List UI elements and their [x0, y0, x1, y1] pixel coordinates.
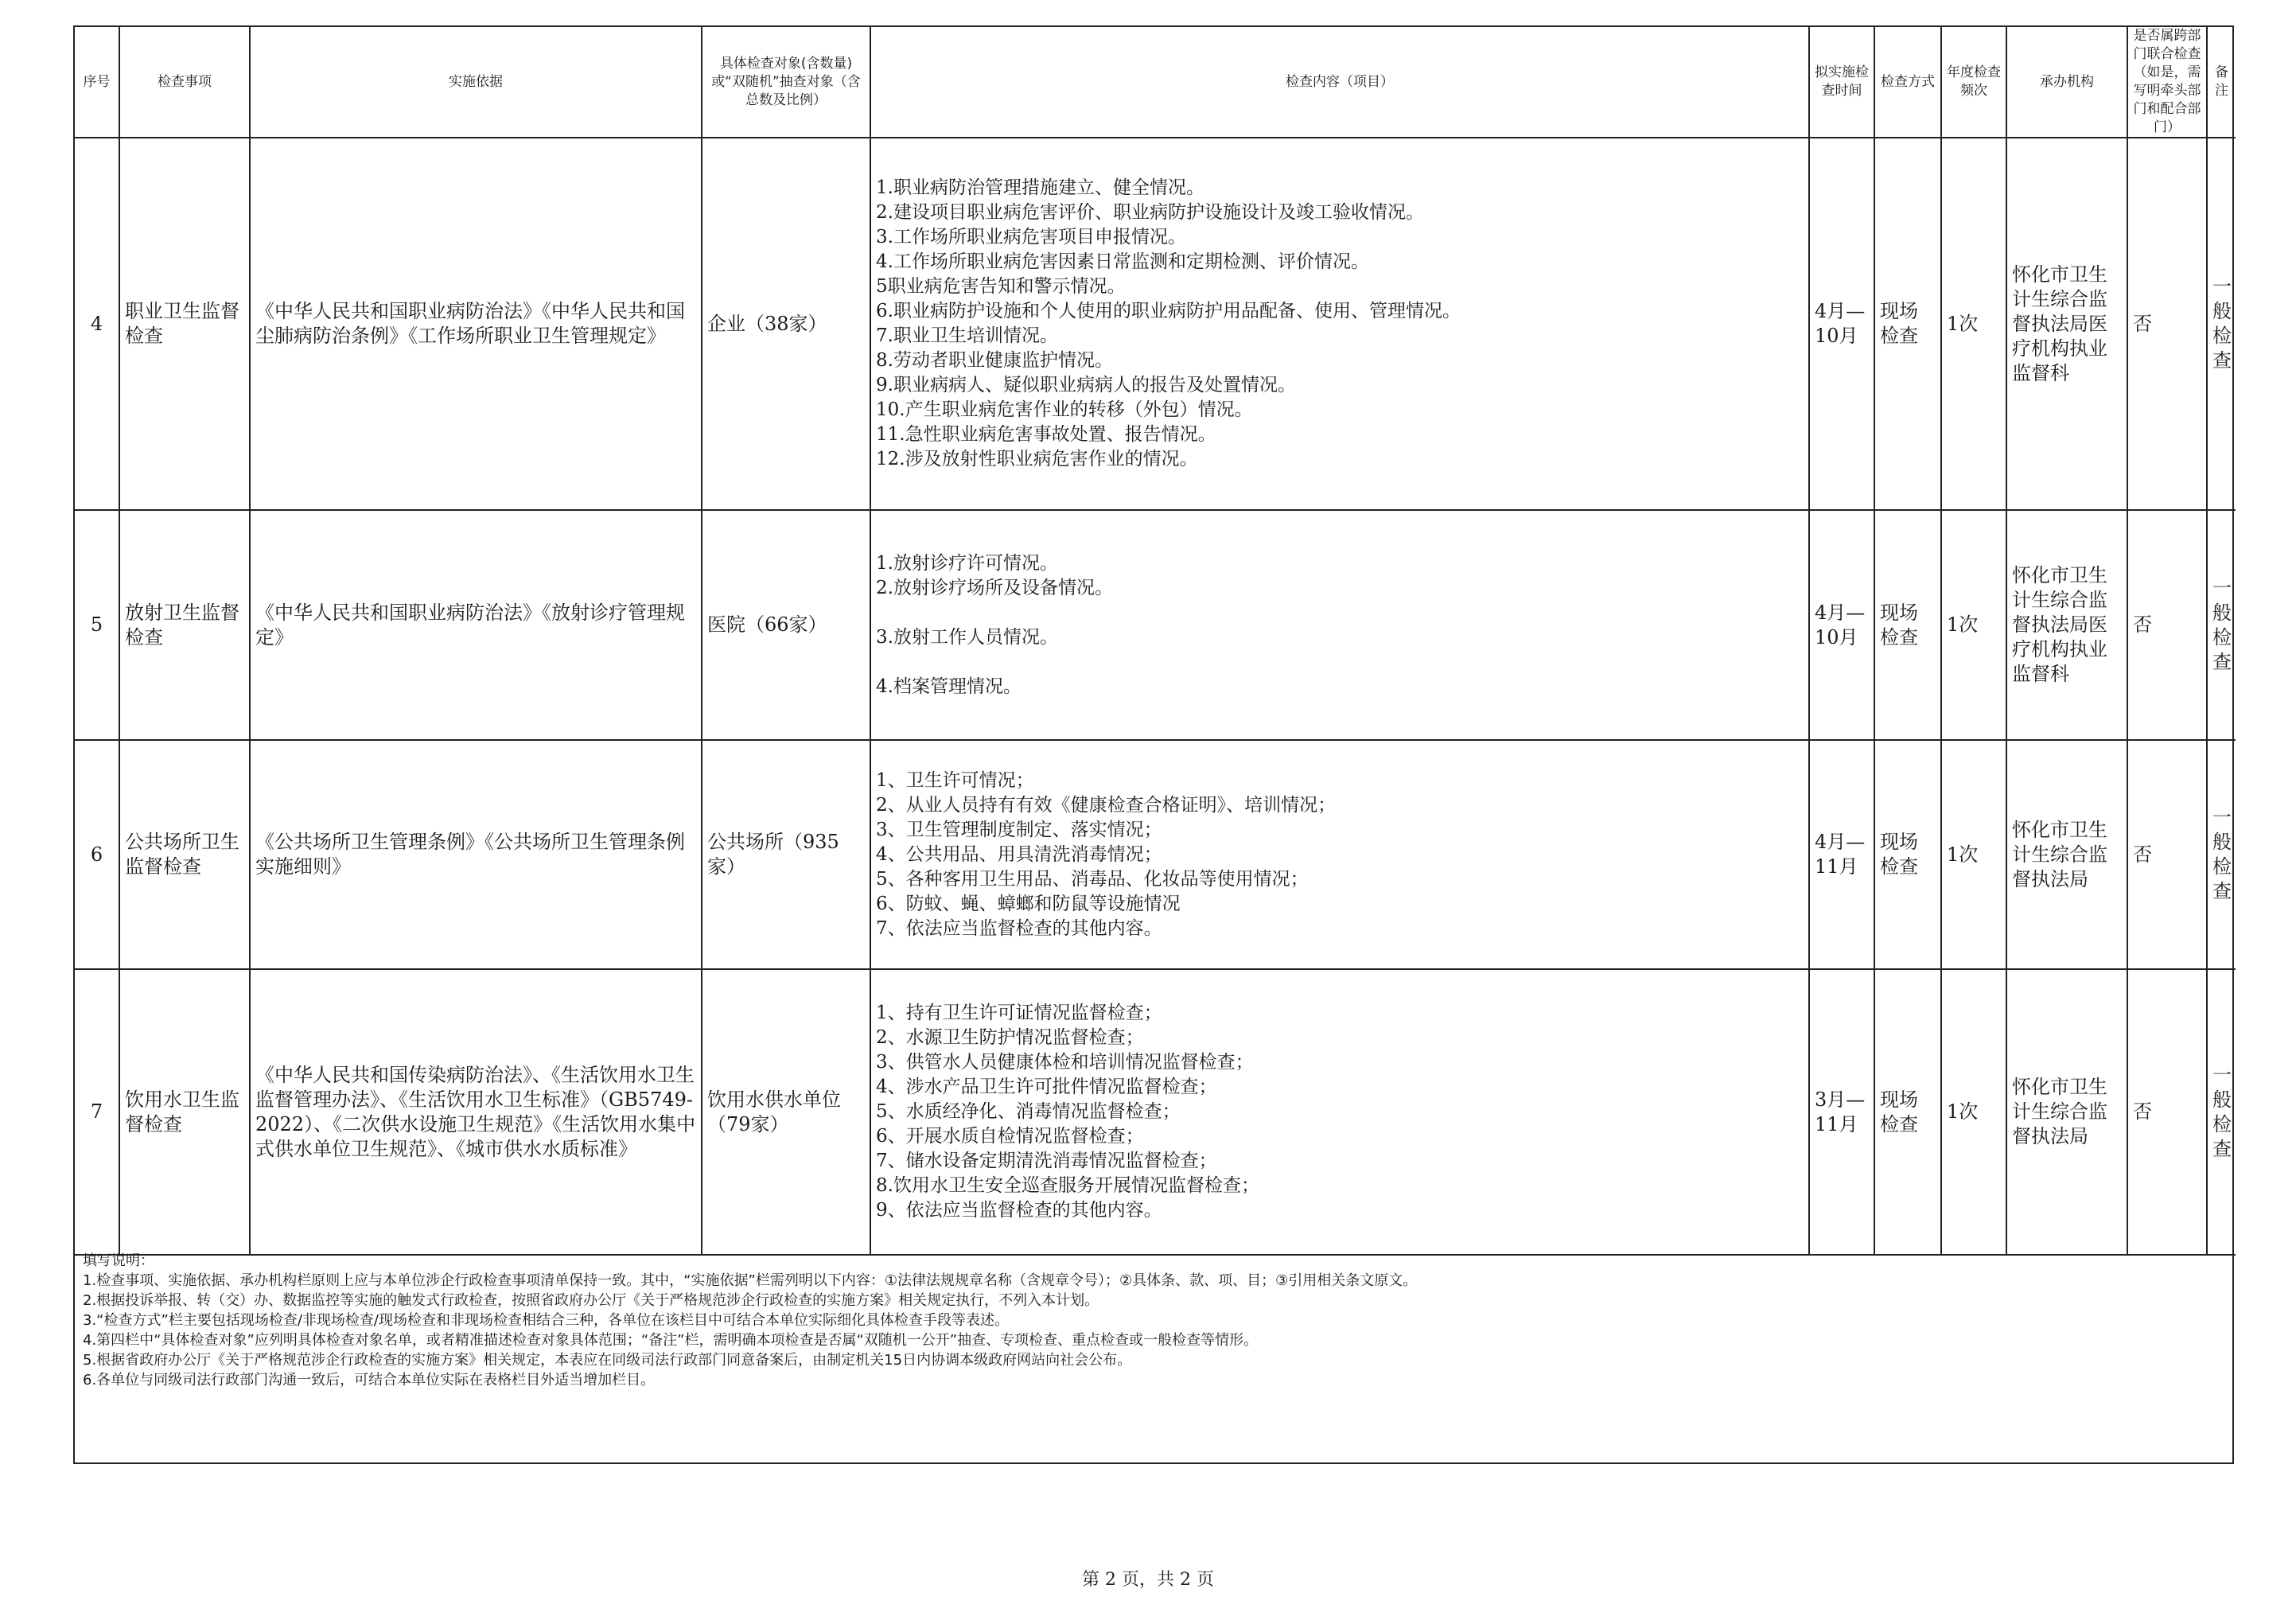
row-object: 企业（38家） — [702, 138, 870, 510]
content-line: 7、储水设备定期清洗消毒情况监督检查； — [876, 1151, 1217, 1171]
content-line: 8.劳动者职业健康监护情况。 — [876, 350, 1113, 371]
content-gap — [876, 650, 1804, 675]
header-basis: 实施依据 — [250, 27, 702, 138]
row-freq: 1次 — [1941, 138, 2006, 510]
row-org: 怀化市卫生计生综合监督执法局 — [2006, 740, 2127, 969]
content-line: 1.职业病防治管理措施建立、健全情况。 — [876, 177, 1204, 198]
header-org: 承办机构 — [2006, 27, 2127, 138]
row-object: 医院（66家） — [702, 510, 870, 740]
row-remark: 一般检查 — [2207, 740, 2236, 969]
row-time: 4月—11月 — [1809, 740, 1874, 969]
row-basis: 《公共场所卫生管理条例》《公共场所卫生管理条例实施细则》 — [250, 740, 702, 969]
row-no: 4 — [75, 138, 119, 510]
content-line: 1.放射诊疗许可情况。 — [876, 552, 1058, 574]
row-object: 公共场所（935家） — [702, 740, 870, 969]
content-line: 3、卫生管理制度制定、落实情况； — [876, 819, 1162, 840]
row-content — [870, 510, 1809, 740]
row-joint: 否 — [2127, 510, 2207, 740]
content-line: 1、持有卫生许可证情况监督检查； — [876, 1003, 1162, 1023]
row-org: 怀化市卫生计生综合监督执法局医疗机构执业监督科 — [2006, 510, 2127, 740]
content-line: 11.急性职业病危害事故处置、报告情况。 — [876, 424, 1216, 445]
content-line: 9.职业病病人、疑似职业病病人的报告及处置情况。 — [876, 375, 1296, 395]
row-org: 怀化市卫生计生综合监督执法局 — [2006, 969, 2127, 1255]
content-line: 2、水源卫生防护情况监督检查； — [876, 1027, 1144, 1048]
row-basis: 《中华人民共和国职业病防治法》《放射诊疗管理规定》 — [250, 510, 702, 740]
table-header-row — [75, 27, 2236, 138]
row-method: 现场检查 — [1874, 510, 1941, 740]
content-line: 1、卫生许可情况； — [876, 769, 1034, 791]
header-no: 序号 — [75, 27, 119, 138]
row-content — [870, 138, 1809, 510]
row-remark: 一般检查 — [2207, 969, 2236, 1255]
content-line: 2.建设项目职业病危害评价、职业病防护设施设计及竣工验收情况。 — [876, 202, 1424, 223]
table-row — [75, 740, 2236, 969]
row-method: 现场检查 — [1874, 740, 1941, 969]
row-freq: 1次 — [1941, 969, 2006, 1255]
row-item: 公共场所卫生监督检查 — [119, 740, 250, 969]
header-time: 拟实施检查时间 — [1809, 27, 1874, 138]
header-freq: 年度检查频次 — [1941, 27, 2006, 138]
table-row — [75, 969, 2236, 1255]
note-line: 5.根据省政府办公厅《关于严格规范涉企行政检查的实施方案》相关规定，本表应在同级司法行政部门同意备案后，由制定机关15日内协调本级政府网站向社会公布。 — [83, 1352, 1132, 1369]
filling-instructions — [75, 1238, 2232, 1390]
content-line: 7.职业卫生培训情况。 — [876, 325, 1058, 346]
row-method: 现场检查 — [1874, 969, 1941, 1255]
row-joint: 否 — [2127, 138, 2207, 510]
content-line: 4、公共用品、用具清洗消毒情况； — [876, 843, 1162, 865]
content-line: 6、开展水质自检情况监督检查； — [876, 1126, 1144, 1147]
row-no: 5 — [75, 510, 119, 740]
note-line: 3.“检查方式”栏主要包括现场检查/非现场检查/现场检查和非现场检查相结合三种，各单位在该栏目中可结合本单位实际细化具体检查手段等表述。 — [83, 1312, 1009, 1329]
note-line: 1.检查事项、实施依据、承办机构栏原则上应与本单位涉企行政检查事项清单保持一致。其中，“实施依据”栏需列明以下内容：①法律法规规章名称（含规章令号）；②具体条、款、项、目；③引用相关条文原文。 — [83, 1272, 1418, 1289]
row-object: 饮用水供水单位（79家） — [702, 969, 870, 1255]
row-freq: 1次 — [1941, 510, 2006, 740]
page-number: 第 2 页，共 2 页 — [1082, 1570, 1214, 1590]
row-joint: 否 — [2127, 740, 2207, 969]
row-time: 3月—11月 — [1809, 969, 1874, 1255]
note-line: 填写说明： — [83, 1252, 154, 1269]
content-line: 5职业病危害告知和警示情况。 — [876, 276, 1126, 297]
row-no: 7 — [75, 969, 119, 1255]
inspection-plan-table — [75, 27, 2236, 1256]
inspection-plan-table-frame — [73, 25, 2234, 1464]
content-line: 7、依法应当监督检查的其他内容。 — [876, 917, 1162, 939]
header-joint: 是否属跨部门联合检查（如是，需写明牵头部门和配合部门） — [2127, 27, 2207, 138]
content-line: 4.工作场所职业病危害因素日常监测和定期检测、评价情况。 — [876, 251, 1369, 272]
table-row — [75, 510, 2236, 740]
row-org: 怀化市卫生计生综合监督执法局医疗机构执业监督科 — [2006, 138, 2127, 510]
header-remark: 备注 — [2207, 27, 2236, 138]
row-basis: 《中华人民共和国传染病防治法》、《生活饮用水卫生监督管理办法》、《生活饮用水卫生标准》（GB5749-2022）、《二次供水设施卫生规范》《生活饮用水集中式供水单位卫生规范》、《城市供水水质标准》 — [250, 969, 702, 1255]
content-line: 6、防蚊、蝇、蟑螂和防鼠等设施情况 — [876, 893, 1181, 914]
row-method: 现场检查 — [1874, 138, 1941, 510]
content-line: 3.工作场所职业病危害项目申报情况。 — [876, 227, 1186, 247]
content-line: 2.放射诊疗场所及设备情况。 — [876, 577, 1113, 598]
row-item: 饮用水卫生监督检查 — [119, 969, 250, 1255]
row-no: 6 — [75, 740, 119, 969]
header-content: 检查内容（项目） — [870, 27, 1809, 138]
content-line: 3.放射工作人员情况。 — [876, 626, 1058, 648]
row-time: 4月—10月 — [1809, 138, 1874, 510]
content-line: 10.产生职业病危害作业的转移（外包）情况。 — [876, 399, 1253, 420]
header-item: 检查事项 — [119, 27, 250, 138]
content-line: 5、水质经净化、消毒情况监督检查； — [876, 1101, 1181, 1122]
header-object: 具体检查对象(含数量)或“双随机”抽查对象（含总数及比例） — [702, 27, 870, 138]
content-line: 8.饮用水卫生安全巡查服务开展情况监督检查； — [876, 1175, 1259, 1196]
content-line: 9、依法应当监督检查的其他内容。 — [876, 1200, 1162, 1221]
row-basis: 《中华人民共和国职业病防治法》《中华人民共和国尘肺病防治条例》《工作场所职业卫生管理规定》 — [250, 138, 702, 510]
row-item: 职业卫生监督检查 — [119, 138, 250, 510]
content-line: 5、各种客用卫生用品、消毒品、化妆品等使用情况； — [876, 868, 1309, 890]
header-method: 检查方式 — [1874, 27, 1941, 138]
row-joint: 否 — [2127, 969, 2207, 1255]
row-item: 放射卫生监督检查 — [119, 510, 250, 740]
content-line: 4、涉水产品卫生许可批件情况监督检查； — [876, 1077, 1217, 1097]
row-content — [870, 969, 1809, 1255]
content-line: 4.档案管理情况。 — [876, 676, 1022, 697]
row-remark: 一般检查 — [2207, 510, 2236, 740]
note-line: 4.第四栏中“具体检查对象”应列明具体检查对象名单，或者精准描述检查对象具体范围；“备注”栏，需明确本项检查是否属“双随机一公开”抽查、专项检查、重点检查或一般检查等情形。 — [83, 1332, 1259, 1349]
row-time: 4月—10月 — [1809, 510, 1874, 740]
row-remark: 一般检查 — [2207, 138, 2236, 510]
content-gap — [876, 601, 1804, 625]
row-freq: 1次 — [1941, 740, 2006, 969]
content-line: 2、从业人员持有有效《健康检查合格证明》、培训情况； — [876, 794, 1337, 816]
content-line: 3、供管水人员健康体检和培训情况监督检查； — [876, 1052, 1254, 1073]
note-line: 6.各单位与同级司法行政部门沟通一致后，可结合本单位实际在表格栏目外适当增加栏目。 — [83, 1372, 656, 1388]
row-content — [870, 740, 1809, 969]
content-line: 6.职业病防护设施和个人使用的职业病防护用品配备、使用、管理情况。 — [876, 301, 1461, 321]
note-line: 2.根据投诉举报、转（交）办、数据监控等实施的触发式行政检查，按照省政府办公厅《关于严格规范涉企行政检查的实施方案》相关规定执行，不列入本计划。 — [83, 1292, 1099, 1309]
table-row — [75, 138, 2236, 510]
content-line: 12.涉及放射性职业病危害作业的情况。 — [876, 449, 1198, 469]
